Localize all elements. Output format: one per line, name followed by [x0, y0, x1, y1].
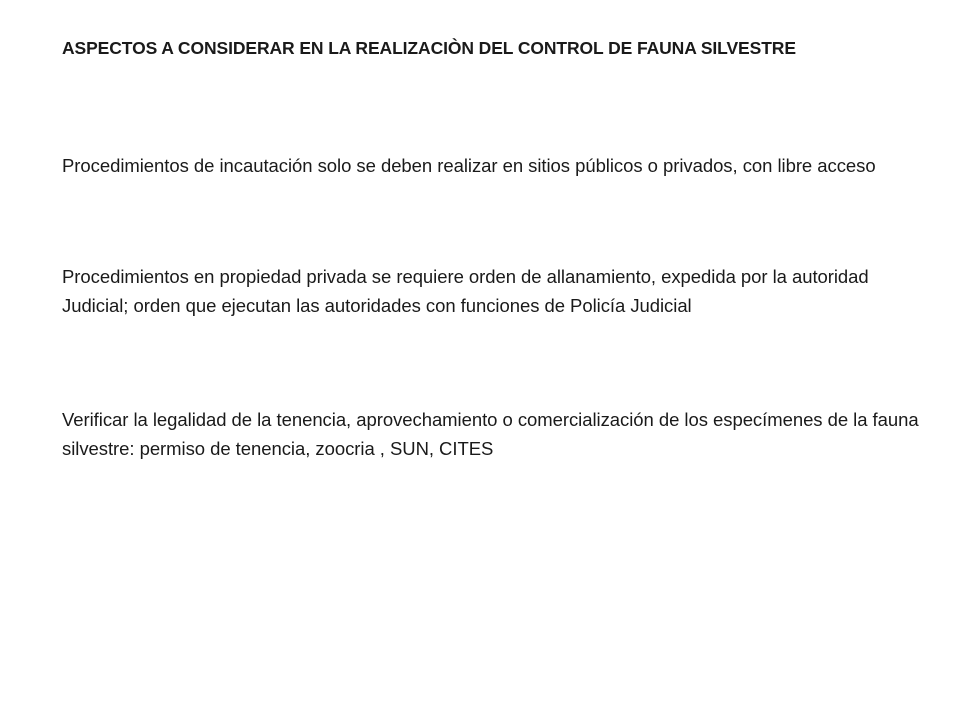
- paragraph-allanamiento: Procedimientos en propiedad privada se requiere orden de allanamiento, expedida por la autoridad Judicial; orden que ejecutan las autoridades con funciones de Policía Judicial: [62, 266, 869, 316]
- slide-title: ASPECTOS A CONSIDERAR EN LA REALIZACIÒN DEL CONTROL DE FAUNA SILVESTRE: [62, 38, 796, 58]
- paragraph-incautacion: Procedimientos de incautación solo se deben realizar en sitios públicos o privados, con libre acceso: [62, 155, 876, 176]
- paragraph-legalidad: Verificar la legalidad de la tenencia, aprovechamiento o comercialización de los especímenes de la fauna silvestre: permiso de tenencia, zoocria , SUN, CITES: [62, 409, 919, 459]
